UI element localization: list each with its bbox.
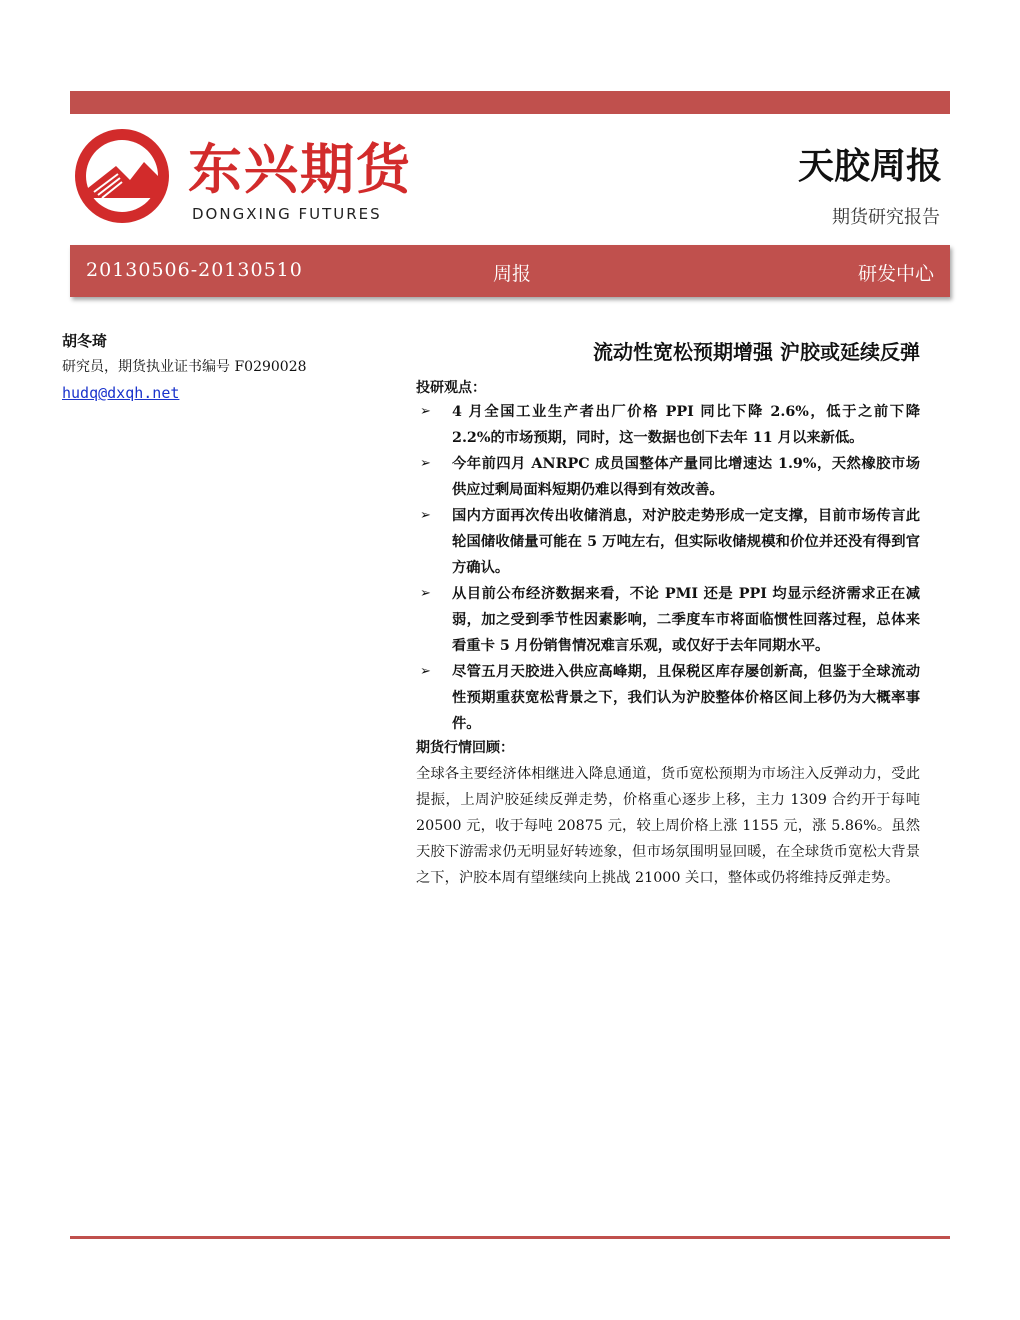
report-type: 周报	[493, 263, 532, 285]
arrow-bullet-icon: ➢	[420, 664, 431, 679]
main-content	[416, 336, 920, 891]
report-subtitle: 期货研究报告	[832, 207, 940, 228]
headline: 流动性宽松预期增强 沪胶或延续反弹	[593, 340, 920, 364]
review-label: 期货行情回顾：	[416, 740, 514, 756]
info-band	[70, 245, 950, 297]
arrow-bullet-icon: ➢	[420, 456, 431, 471]
header-top-bar	[70, 91, 950, 114]
brand-name-cn: 东兴期货	[188, 138, 412, 201]
views-label: 投研观点：	[416, 380, 486, 396]
views-list	[416, 399, 920, 737]
brand-name-en: DONGXING FUTURES	[192, 205, 382, 223]
author-title: 研究员，期货执业证书编号 F0290028	[62, 359, 307, 375]
list-item: ➢ 今年前四月 ANRPC 成员国整体产量同比增速达 1.9%，天然橡胶市场供应过剩局面料短期仍难以得到有效改善。	[416, 451, 920, 503]
review-paragraph: 全球各主要经济体相继进入降息通道，货币宽松预期为市场注入反弹动力，受此提振，上周沪胶延续反弹走势，价格重心逐步上移，主力 1309 合约开于每吨 20500 元，收于每吨 20875 元，较上周价格上涨 1155 元，涨 5.86%。虽然天胶下游需求仍无明显好转迹象，但市场氛围明显回暖，在全球货币宽松大背景之下，沪胶本周有望继续向上挑战 21000 关口，整体或仍将维持反弹走势。	[416, 766, 920, 886]
date-range: 20130506-20130510	[86, 259, 303, 281]
footer-divider	[70, 1236, 950, 1239]
arrow-bullet-icon: ➢	[420, 404, 431, 419]
dongxing-logo-icon	[72, 126, 172, 226]
arrow-bullet-icon: ➢	[420, 586, 431, 601]
report-title: 天胶周报	[797, 145, 942, 187]
list-item: ➢ 国内方面再次传出收储消息，对沪胶走势形成一定支撑，目前市场传言此轮国储收储量可能在 5 万吨左右，但实际收储规模和价位并还没有得到官方确认。	[416, 503, 920, 581]
author-name: 胡冬琦	[62, 332, 108, 350]
list-item: ➢ 从目前公布经济数据来看，不论 PMI 还是 PPI 均显示经济需求正在减弱，加之受到季节性因素影响，二季度车市将面临惯性回落过程，总体来看重卡 5 月份销售情况难言乐观，或仅好于去年同期水平。	[416, 581, 920, 659]
arrow-bullet-icon: ➢	[420, 508, 431, 523]
list-item: ➢ 尽管五月天胶进入供应高峰期，且保税区库存屡创新高，但鉴于全球流动性预期重获宽松背景之下，我们认为沪胶整体价格区间上移仍为大概率事件。	[416, 659, 920, 737]
author-block	[62, 328, 382, 407]
list-item: ➢ 4 月全国工业生产者出厂价格 PPI 同比下降 2.6%，低于之前下降 2.2%的市场预期，同时，这一数据也创下去年 11 月以来新低。	[416, 399, 920, 451]
author-email-link[interactable]: hudq@dxqh.net	[62, 384, 180, 402]
department: 研发中心	[857, 263, 934, 285]
